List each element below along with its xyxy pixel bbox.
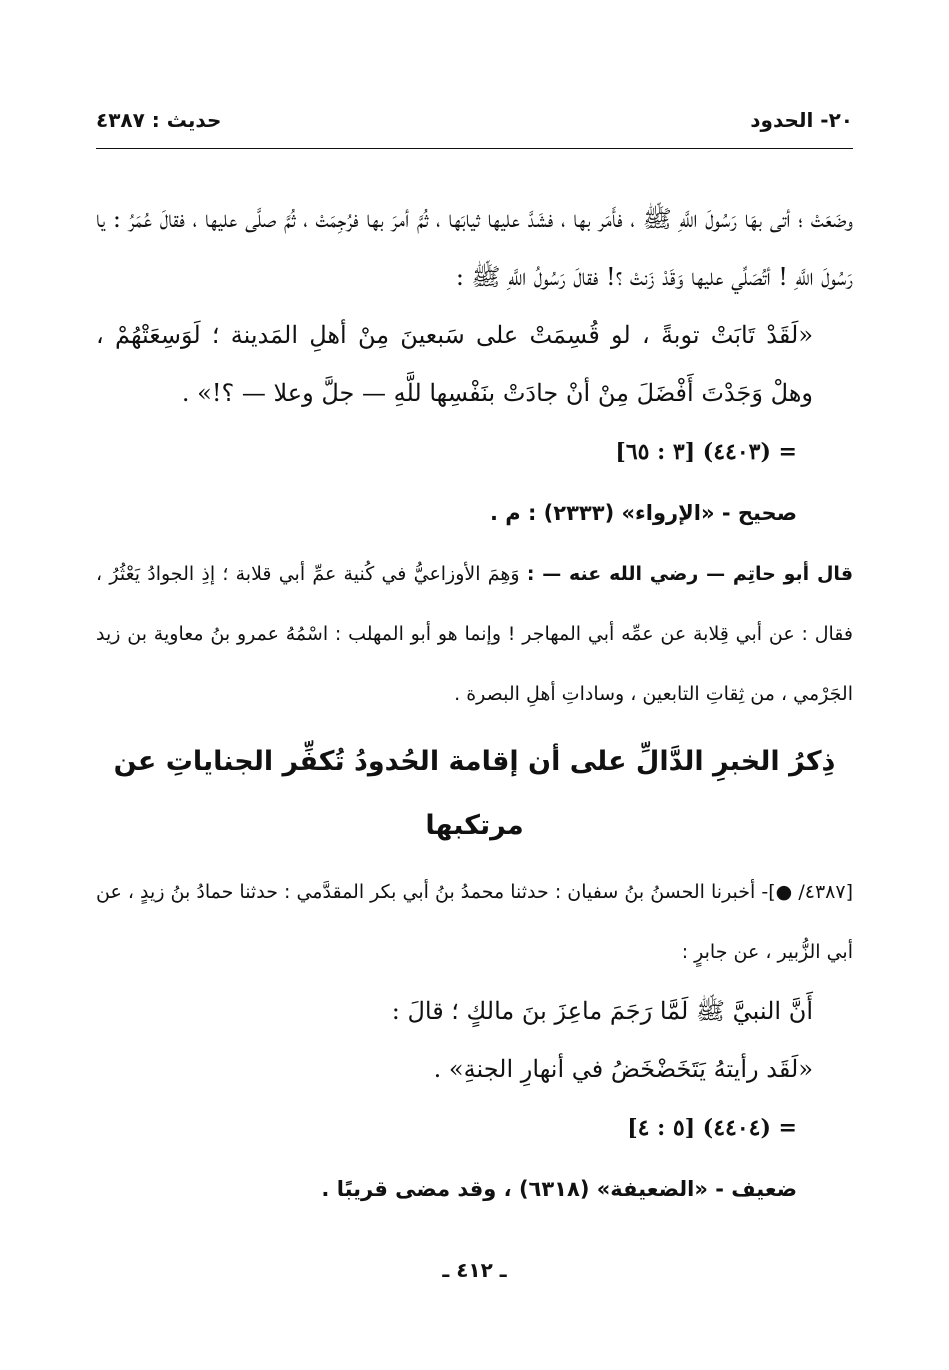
commentary-text: وَهِمَ الأوزاعيُّ في كُنية عمِّ أبي قلابة ؛ إذِ الجوادُ يَعْثُرُ ، فقال : عن أبي قِلابة عن عمِّه أبي المهاجر ! وإنما هو أبو المهلب : اسْمُهُ عمرو بنُ معاوية بن زيد الجَرْمي ، من ثِقاتِ التابعين ، وساداتِ أهلِ البصرة . (96, 563, 853, 705)
page-number: ـ ٤١٢ ـ (442, 1258, 507, 1282)
running-header (96, 108, 853, 148)
page-body (96, 190, 853, 1220)
hadith-cross-reference-2: = (٤٤٠٤) [٥ : ٤] (627, 1115, 797, 1141)
commentary-lead: قال أبو حاتِم — رضي الله عنه — : (526, 563, 854, 585)
hadith-grading-2: ضعيف - «الضعيفة» (٦٣١٨) ، وقد مضى قريبًا . (321, 1177, 797, 1201)
hadith-text-continued: وضَعَتْ ؛ أتى بهَا رَسُولَ اللَّهِ ﷺ ، فأَمَر بها ، فشَدَّ عليها ثيابَها ، ثُمَّ أمرَ بها فرُجِمَتْ ، ثُمَّ صلَّى عليها ، فقالَ عُمَرُ : يا رَسُولَ اللَّهِ ! أتُصَلِّي عليها وَقَدْ زَنتْ ؟! فقالَ رَسُولُ اللَّهِ ﷺ : (96, 205, 853, 291)
prophetic-quote: «لَقَدْ تَابَتْ توبةً ، لو قُسِمَتْ على سَبعينَ مِنْ أهلِ المَدينة ؛ لَوَسِعَتْهُمْ ، وهلْ وَجَدْتَ أَفْضَلَ مِنْ أنْ جادَتْ بنَفْسِها للَّهِ — جلَّ وعلا — ؟!» . (96, 321, 813, 407)
hadith-matn: أَنَّ النبيَّ ﷺ لَمَّا رَجَمَ ماعِزَ بنَ مالكٍ ؛ قالَ : (391, 997, 813, 1025)
hadith-reference: حديث : ٤٣٨٧ (96, 108, 222, 132)
chapter-title: ٢٠- الحدود (750, 108, 853, 132)
section-heading: ذِكرُ الخبرِ الدَّالِّ على أن إقامة الحُدودُ تُكفِّر الجناياتِ عن مرتكبها (113, 746, 836, 841)
header-divider (96, 148, 853, 149)
hadith-matn-quote: «لَقَد رأيتهُ يَتَخَضْخَضُ في أنهارِ الجنةِ» . (433, 1055, 813, 1083)
chain-of-narration: [٤٣٨٧/ ●]- أخبرنا الحسنُ بنُ سفيان : حدثنا محمدُ بنُ أبي بكر المقدَّمي : حدثنا حمادُ بنُ زيدٍ ، عن أبي الزُّبير ، عن جابرٍ : (96, 881, 853, 963)
hadith-cross-reference: = (٤٤٠٣) [٣ : ٦٥] (615, 439, 797, 465)
author-commentary (96, 544, 853, 724)
hadith-grading: صحيح - «الإرواء» (٢٣٣٣) : م . (489, 501, 797, 525)
